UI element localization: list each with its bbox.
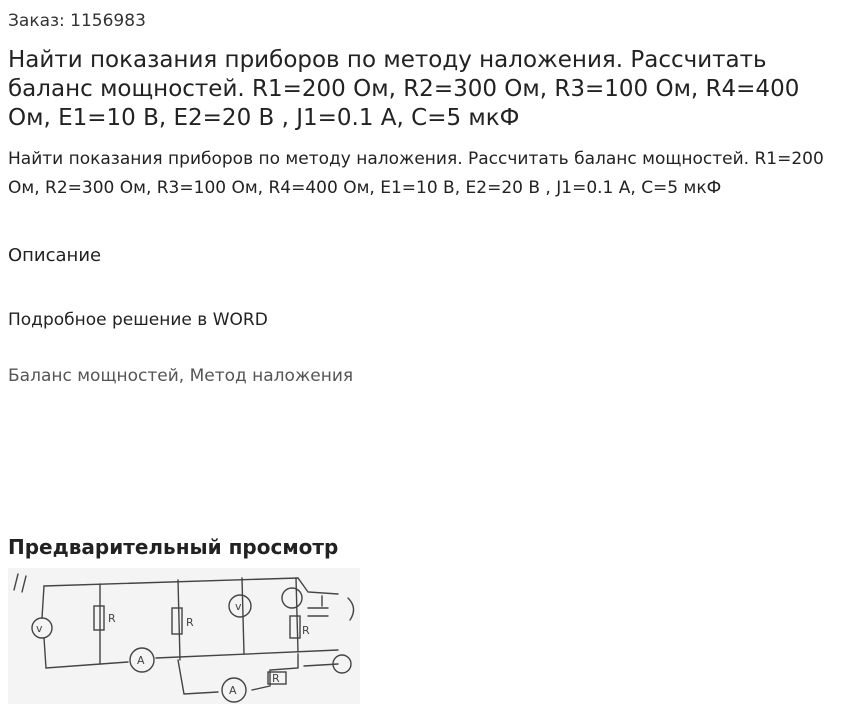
tag-link[interactable]: Метод наложения bbox=[189, 366, 354, 386]
circuit-sketch-image bbox=[8, 568, 360, 704]
description-heading: Описание bbox=[8, 245, 102, 266]
svg-text:v: v bbox=[235, 600, 242, 613]
order-number: Заказ: 1156983 bbox=[8, 11, 146, 31]
tag-separator: , bbox=[178, 366, 190, 386]
description-text: Подробное решение в WORD bbox=[8, 310, 268, 330]
svg-text:v: v bbox=[36, 622, 43, 635]
svg-text:R: R bbox=[302, 624, 310, 637]
tag-link[interactable]: Баланс мощностей bbox=[8, 366, 179, 386]
task-summary: Найти показания приборов по методу наложения. Рассчитать баланс мощностей. R1=200 Ом, R2=300 Ом, R3=100 Ом, R4=400 Ом, E1=10 В, E2=20 В , J1=0.1 А, C=5 мкФ bbox=[8, 149, 824, 198]
preview-image[interactable] bbox=[8, 568, 360, 704]
page-title: Найти показания приборов по методу наложения. Рассчитать баланс мощностей. R1=200 Ом, R2=300 Ом, R3=100 Ом, R4=400 Ом, E1=10 В, E2=20 В , J1=0.1 А, C=5 мкФ bbox=[8, 47, 800, 131]
svg-text:R: R bbox=[272, 672, 280, 685]
preview-heading: Предварительный просмотр bbox=[8, 535, 339, 559]
svg-text:R: R bbox=[108, 612, 116, 625]
svg-text:A: A bbox=[229, 684, 237, 697]
svg-text:A: A bbox=[137, 654, 145, 667]
svg-text:R: R bbox=[186, 616, 194, 629]
tag-list bbox=[8, 364, 353, 388]
